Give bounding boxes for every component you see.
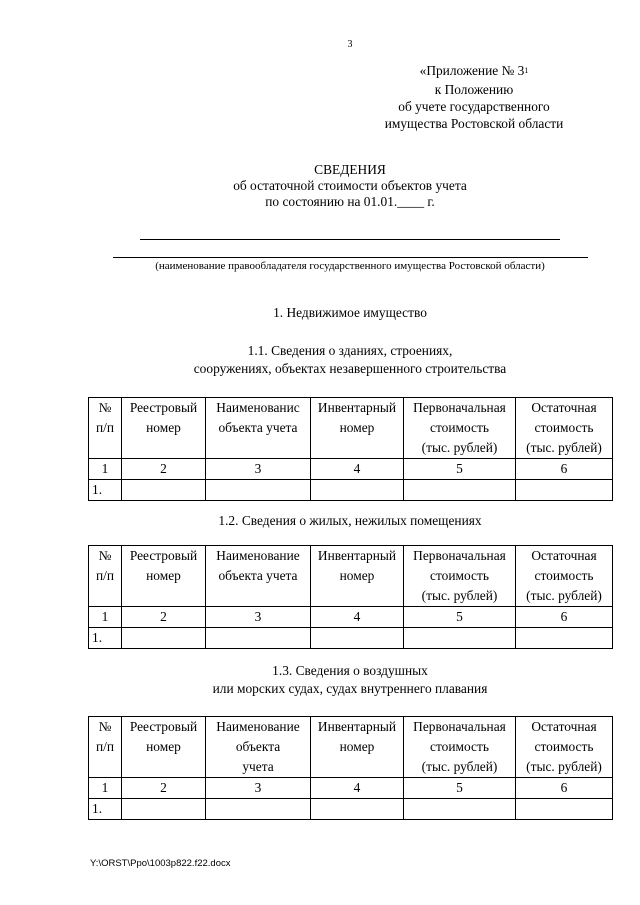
column-header-line: Инвентарный xyxy=(317,548,397,563)
column-header-line: Первоначальная xyxy=(413,719,506,734)
table-header-row xyxy=(89,717,613,778)
column-header-line: (тыс. рублей) xyxy=(421,440,498,455)
column-header-line: стоимость xyxy=(430,568,489,583)
column-header-line: (тыс. рублей) xyxy=(421,588,498,603)
column-header xyxy=(311,546,404,607)
column-header-line: Остаточная xyxy=(531,548,597,563)
empty-cell xyxy=(404,799,516,820)
appendix-line-2: к Положению xyxy=(434,82,514,97)
subsection-heading-line: 1.2. Сведения о жилых, нежилых помещениях xyxy=(218,513,482,528)
column-number-cell: 6 xyxy=(516,607,613,628)
column-number-row xyxy=(89,459,613,480)
column-header-line: стоимость xyxy=(430,420,489,435)
empty-cell xyxy=(311,480,404,501)
empty-cell xyxy=(206,480,311,501)
appendix-line-1: «Приложение № $3^1$ xyxy=(419,63,529,78)
column-header-line: Остаточная xyxy=(531,400,597,415)
data-table-3 xyxy=(88,716,613,820)
column-header xyxy=(206,546,311,607)
subsection-heading-line: или морских судах, судах внутреннего плавания xyxy=(212,681,488,696)
column-header-line: стоимость xyxy=(430,739,489,754)
column-header-line: номер xyxy=(146,420,181,435)
column-header-line: номер xyxy=(339,420,375,435)
column-header-line: (тыс. рублей) xyxy=(421,759,498,774)
column-header-line: Инвентарный xyxy=(317,719,397,734)
column-header xyxy=(122,546,206,607)
empty-cell xyxy=(122,799,206,820)
column-header xyxy=(516,717,613,778)
column-header-line: Первоначальная xyxy=(413,548,506,563)
column-header-line: Наименование xyxy=(216,548,300,563)
column-header xyxy=(206,398,311,459)
column-header-line: (тыс. рублей) xyxy=(526,440,602,455)
column-number-cell: 3 xyxy=(206,459,311,480)
column-header-line: стоимость xyxy=(534,739,594,754)
column-number-cell: 1 xyxy=(89,459,122,480)
column-number-cell: 6 xyxy=(516,778,613,799)
column-header xyxy=(404,398,516,459)
column-header-line: номер xyxy=(339,568,375,583)
column-number-row xyxy=(89,607,613,628)
column-header xyxy=(404,546,516,607)
empty-cell xyxy=(404,480,516,501)
empty-cell xyxy=(206,628,311,649)
subsection-heading-3 xyxy=(0,662,640,698)
column-number-cell: 2 xyxy=(122,607,206,628)
subsection-heading-2 xyxy=(0,512,640,530)
section-1-heading: 1. Недвижимое имущество xyxy=(273,305,427,320)
column-number-cell: 2 xyxy=(122,459,206,480)
column-header xyxy=(89,398,122,459)
table-header-row xyxy=(89,398,613,459)
column-header xyxy=(516,546,613,607)
column-header-line: (тыс. рублей) xyxy=(526,759,602,774)
column-header-line: Реестровый xyxy=(129,548,198,563)
owner-caption: (наименование правообладателя государственного имущества Ростовской области) xyxy=(155,260,545,272)
column-number-cell: 3 xyxy=(206,607,311,628)
column-header-line: стоимость xyxy=(534,568,594,583)
column-header-line: Реестровый xyxy=(129,719,198,734)
column-header xyxy=(311,717,404,778)
column-header-line: объекта xyxy=(235,739,281,754)
column-header xyxy=(404,717,516,778)
table-header-row xyxy=(89,546,613,607)
subsection-heading-1 xyxy=(0,342,640,378)
column-number-cell: 5 xyxy=(404,607,516,628)
appendix-line-3: об учете государственного xyxy=(398,99,550,114)
column-header xyxy=(122,398,206,459)
column-header-line: Инвентарный xyxy=(317,400,397,415)
owner-fill-line-2 xyxy=(113,257,588,258)
column-header-line: Первоначальная xyxy=(413,400,506,415)
column-header-line: № xyxy=(98,548,112,563)
empty-cell xyxy=(311,799,404,820)
column-number-cell: 1 xyxy=(89,778,122,799)
table-row xyxy=(89,628,613,649)
column-header-line: Наименованис xyxy=(216,400,300,415)
column-number-cell: 4 xyxy=(311,459,404,480)
column-header-line: Реестровый xyxy=(129,400,198,415)
empty-cell xyxy=(404,628,516,649)
empty-cell xyxy=(122,480,206,501)
column-header-line: п/п xyxy=(95,568,115,583)
subsection-heading-line: 1.3. Сведения о воздушных xyxy=(272,663,428,678)
column-header xyxy=(206,717,311,778)
data-table-2 xyxy=(88,545,613,649)
column-number-cell: 2 xyxy=(122,778,206,799)
page-number: 3 xyxy=(347,39,353,50)
column-header-line: № xyxy=(98,400,112,415)
column-header-line: (тыс. рублей) xyxy=(526,588,602,603)
empty-cell xyxy=(516,799,613,820)
column-header-line: Остаточная xyxy=(531,719,597,734)
column-header-line: объекта учета xyxy=(218,568,298,583)
table-row xyxy=(89,480,613,501)
row-number-cell: 1. xyxy=(89,799,122,820)
appendix-line-4: имущества Ростовской области xyxy=(384,116,564,131)
owner-fill-line-1 xyxy=(140,239,560,240)
empty-cell xyxy=(311,628,404,649)
empty-cell xyxy=(516,628,613,649)
column-number-cell: 5 xyxy=(404,459,516,480)
subsection-heading-line: 1.1. Сведения о зданиях, строениях, xyxy=(247,343,453,358)
row-number-cell: 1. xyxy=(89,628,122,649)
column-number-cell: 6 xyxy=(516,459,613,480)
column-header xyxy=(89,546,122,607)
column-header-line: объекта учета xyxy=(218,420,298,435)
column-header-line: № xyxy=(98,719,112,734)
column-header xyxy=(89,717,122,778)
title-main: СВЕДЕНИЯ xyxy=(314,162,386,177)
column-number-cell: 4 xyxy=(311,778,404,799)
column-header-line: п/п xyxy=(95,739,115,754)
column-number-cell: 4 xyxy=(311,607,404,628)
table-row xyxy=(89,799,613,820)
subsection-heading-line: сооружениях, объектах незавершенного строительства xyxy=(193,361,507,376)
column-header-line: стоимость xyxy=(534,420,594,435)
row-number-cell: 1. xyxy=(89,480,122,501)
empty-cell xyxy=(206,799,311,820)
title-sub-1: об остаточной стоимости объектов учета xyxy=(233,178,467,193)
column-header-line: учета xyxy=(242,759,274,774)
document-title xyxy=(0,162,640,210)
column-number-cell: 1 xyxy=(89,607,122,628)
column-number-cell: 5 xyxy=(404,778,516,799)
column-header-line: номер xyxy=(146,739,181,754)
column-header-line: номер xyxy=(146,568,181,583)
column-number-row xyxy=(89,778,613,799)
column-header xyxy=(122,717,206,778)
appendix-block xyxy=(344,62,604,132)
empty-cell xyxy=(516,480,613,501)
column-header xyxy=(516,398,613,459)
column-number-cell: 3 xyxy=(206,778,311,799)
column-header-line: Наименование xyxy=(216,719,300,734)
column-header-line: номер xyxy=(339,739,375,754)
title-sub-2: по состоянию на 01.01.____ г. xyxy=(265,194,435,209)
empty-cell xyxy=(122,628,206,649)
column-header xyxy=(311,398,404,459)
column-header-line: п/п xyxy=(95,420,115,435)
footer-file-path: Y:\ORST\Ppo\1003p822.f22.docx xyxy=(90,858,231,869)
data-table-1 xyxy=(88,397,613,501)
